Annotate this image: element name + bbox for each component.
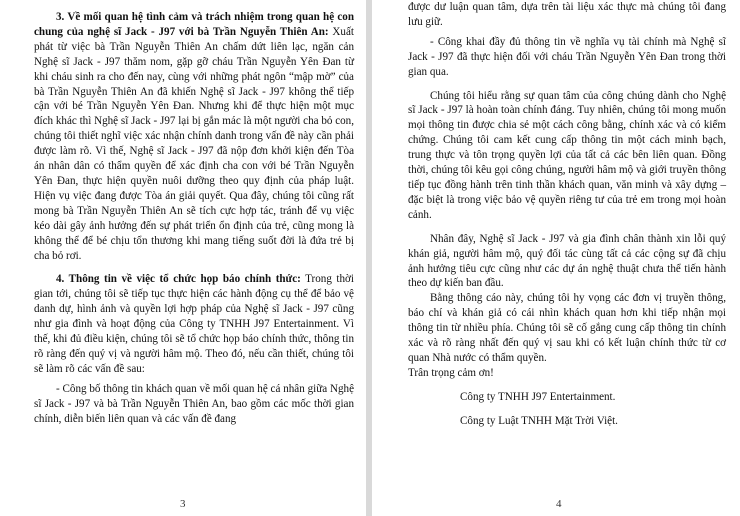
page-number: 3 bbox=[180, 498, 186, 511]
page-number: 4 bbox=[556, 498, 562, 511]
paragraph-apology: Nhân đây, Nghệ sĩ Jack - J97 và gia đình chân thành xin lỗi quý khán giả, người hâm mộ, quý đối tác cùng tất cả các cộng sự đã chịu ảnh hưởng tiêu cực cũng như các dự án nghệ thuật chưa thể tiến hành theo dự kiến ban đầu. bbox=[408, 232, 726, 290]
section-4-heading: 4. Thông tin về việc tổ chức họp báo chính thức: bbox=[56, 273, 301, 286]
bullet-continuation: được dư luận quan tâm, dựa trên tài liệu xác thực mà chúng tôi đang lưu giữ. bbox=[408, 1, 726, 28]
signature-law-firm: Công ty Luật TNHH Mặt Trời Việt. bbox=[460, 414, 618, 427]
bullet-financial-obligation: - Công khai đầy đủ thông tin về nghĩa vụ tài chính mà Nghệ sĩ Jack - J97 đã thực hiện đối với cháu Trần Nguyễn Yên Đan trong thời gian qua. bbox=[408, 35, 726, 78]
section-3-heading: 3. Về mối quan hệ tình cảm và trách nhiệm trong quan hệ con chung của nghệ sĩ Jack - J97 với bà Trần Nguyễn Thiên An: bbox=[34, 11, 354, 38]
page-4 bbox=[372, 0, 740, 516]
section-3 bbox=[34, 10, 354, 263]
signature-company: Công ty TNHH J97 Entertainment. bbox=[460, 390, 616, 403]
section-3-body: Xuất phát từ việc bà Trần Nguyễn Thiên An chấm dứt liên lạc, ngăn cản Nghệ sĩ Jack - J97 thăm nom, gặp gỡ cháu Trần Nguyễn Yên Đan từ khi cháu sinh ra cho đến nay, cùng với những phát ngôn “mập mờ” của bà Trần Nguyễn Thiên An đã khiến Nghệ sĩ Jack - J97 không thể tiếp cận với bé Trần Nguyễn Yên Đan. Nhưng khi để thực hiện một mục đích khác thì Nghệ sĩ Jack - J97 lại bị gắn mác là một người cha bỏ con, chúng tôi thiết nghĩ việc xác nhận chính danh trong vấn đề này cần phải được làm rõ. Vì thế, Nghệ sĩ Jack - J97 đã nộp đơn khởi kiện đến Tòa án nhân dân có thẩm quyền để xác định cha con với bé Trần Nguyễn Yên Đan, thực hiện quyền nuôi dưỡng theo quy định của pháp luật. Hiện vụ việc đang được Tòa án giải quyết. Qua đây, chúng tôi cũng rất mong bà Trần Nguyễn Thiên An sẽ tích cực hợp tác, tránh để vụ việc kéo dài gây ảnh hưởng đến sự phát triển ổn định của trẻ, cũng mong là không thể để bé chịu tổn thương khi mang tiếng suốt đời là đứa trẻ bị cha bỏ rơi. bbox=[34, 25, 354, 262]
page-3 bbox=[0, 0, 366, 516]
closing-thanks: Trân trọng cảm ơn! bbox=[408, 366, 494, 379]
paragraph-public-interest: Chúng tôi hiểu rằng sự quan tâm của công chúng dành cho Nghệ sĩ Jack - J97 là hoàn toàn chính đáng. Tuy nhiên, chúng tôi mong muốn mọi thông tin được chia sẻ một cách công bằng, chính xác và có kiểm chứng. Chúng tôi cam kết cung cấp thông tin một cách minh bạch, trung thực và tôn trọng quyền lợi của tất cả các bên liên quan. Đồng thời, chúng tôi kêu gọi công chúng, người hâm mộ và giới truyền thông tiếp tục đồng hành trên tinh thần khách quan, văn minh và xây dựng – đặc biệt là trong việc bảo vệ quyền riêng tư của trẻ em trong mọi hoàn cảnh. bbox=[408, 89, 726, 221]
paragraph-announcement: Bằng thông cáo này, chúng tôi hy vọng các đơn vị truyền thông, báo chí và khán giả có cái nhìn khách quan hơn khi tiếp nhận mọi thông tin từ nhiều phía. Chúng tôi sẽ cố gắng cung cấp thông tin chính xác và rõ ràng nhất đến quý vị sau khi có kết luận chính thức từ cơ quan Nhà nước có thẩm quyền. bbox=[408, 292, 726, 364]
bullet-relationship-info: - Công bố thông tin khách quan về mối quan hệ cá nhân giữa Nghệ sĩ Jack - J97 và bà Trần Nguyễn Thiên An, bao gồm các mốc thời gian chính, diễn biến liên quan và các vấn đề đang bbox=[34, 382, 354, 425]
section-4-body: Trong thời gian tới, chúng tôi sẽ tiếp tục thực hiện các hành động cụ thể để bảo vệ danh dự, hình ảnh và quyền lợi hợp pháp của Nghệ sĩ Jack - J97 cũng như gia đình và hoạt động của Công ty TNHH J97 Entertainment. Vì thế, khi đủ điều kiện, chúng tôi sẽ tổ chức họp báo chính thức, thông tin rõ ràng đến quý vị và người hâm mộ. Theo đó, nếu cần thiết, chúng tôi sẽ làm rõ các vấn đề sau: bbox=[34, 273, 354, 375]
section-4 bbox=[34, 272, 354, 376]
